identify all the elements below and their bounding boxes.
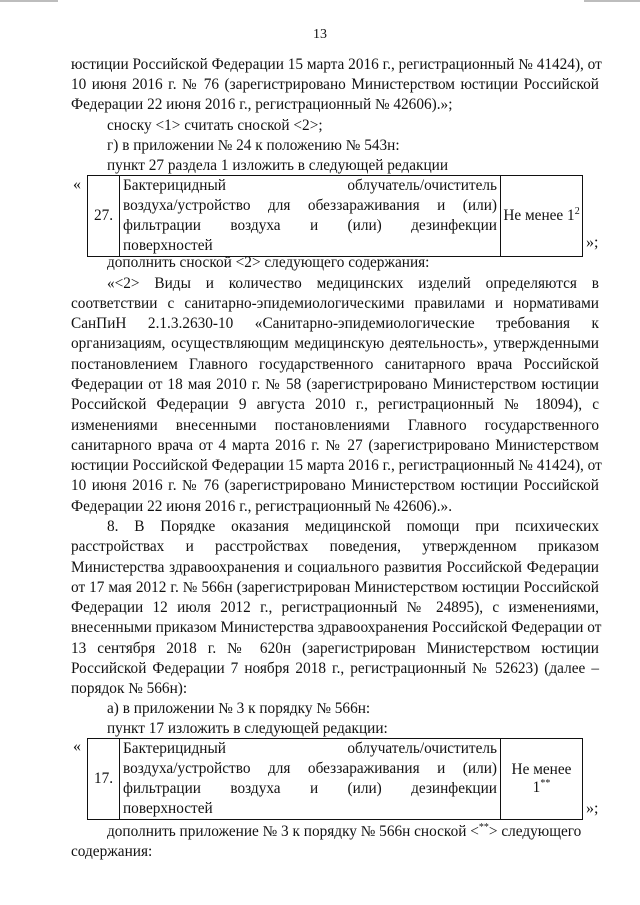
description-line: Бактерицидный облучатель/очиститель (123, 740, 497, 757)
amendment-table (87, 738, 583, 820)
description-line: фильтрации воздуха и (или) дезинфекции (123, 780, 497, 797)
text-line: 10 июня 2016 г. № 76 (зарегистрировано Министерством юстиции Российской (71, 76, 599, 93)
text-line: пункт 17 изложить в следующей редакции: (107, 720, 388, 737)
description-line: фильтрации воздуха и (или) дезинфекции (123, 217, 497, 234)
description-line: воздуха/устройство для обеззараживания и (или) (123, 760, 497, 777)
item-amount (501, 176, 583, 257)
footnote-marker: ** (540, 777, 551, 789)
text-line: 8. В Порядке оказания медицинской помощи при психических (107, 518, 599, 535)
description-line: поверхностей (123, 237, 213, 254)
text-line: порядок № 566н): (71, 680, 188, 697)
text-line: внесенными приказом Министерства здравоохранения Российской Федерации от (71, 619, 602, 636)
scan-edge-mark (0, 0, 58, 2)
text-line: 10 июня 2016 г. № 76 (зарегистрировано Министерством юстиции Российской (71, 477, 599, 494)
text-line: соответствии с санитарно-эпидемиологическими правилами и нормативами (71, 295, 599, 312)
text-line: организациям, осуществляющим медицинскую деятельность», утвержденными (71, 335, 599, 352)
footnote-marker: 2 (574, 205, 580, 217)
footnote-marker: ** (478, 821, 489, 833)
text-line: Федерации от 18 мая 2010 г. № 58 (зарегистрировано Министерством юстиции (71, 376, 599, 393)
item-description (120, 176, 501, 257)
text-segment: > следующего (488, 823, 582, 840)
description-line: Бактерицидный облучатель/очиститель (123, 177, 497, 194)
amount-value: 1 (532, 779, 541, 796)
amount-text: Не менее 1 (503, 207, 575, 224)
amount-text: Не менее (511, 761, 572, 778)
text-line: Российской Федерации 9 августа 2010 г., регистрационный № 18094), с (71, 396, 599, 413)
text-line: 13 сентября 2018 г. № 620н (зарегистрирован Министерством юстиции (71, 640, 599, 657)
opening-quote: « (73, 176, 81, 193)
text-line: Федерации 12 июля 2012 г., регистрационный № 24895), с изменениями, (71, 599, 599, 616)
page-number: 13 (313, 27, 327, 42)
scan-edge-mark (584, 0, 640, 2)
text-line: юстиции Российской Федерации 15 марта 2016 г., регистрационный № 41424), от (71, 56, 602, 73)
amendment-table (87, 175, 583, 257)
text-line: г) в приложении № 24 к положению № 543н: (107, 137, 400, 154)
text-line: изменениями внесенными постановлениями Главного государственного (71, 417, 599, 434)
text-line: а) в приложении № 3 к порядку № 566н: (107, 700, 371, 717)
text-line: сноску <1> считать сноской <2>; (107, 117, 323, 134)
text-line (107, 822, 599, 842)
text-line: пункт 27 раздела 1 изложить в следующей редакции (107, 157, 449, 174)
text-line: Федерации 22 июня 2016 г., регистрационный № 42606).». (71, 498, 453, 515)
text-line: Федерации 22 июня 2016 г., регистрационный № 42606).»; (71, 96, 453, 113)
text-line: содержания: (71, 843, 153, 860)
item-amount (501, 739, 583, 820)
text-line: «<2> Виды и количество медицинских изделий определяются в (107, 275, 599, 292)
opening-quote: « (73, 738, 81, 755)
text-line: дополнить сноской <2> следующего содержания: (107, 254, 430, 271)
text-line: Министерства здравоохранения и социального развития Российской Федерации (71, 559, 599, 576)
item-number: 17. (88, 739, 120, 820)
text-line: юстиции Российской Федерации 15 марта 2016 г., регистрационный № 41424), от (71, 457, 602, 474)
text-line: постановлением Главного государственного санитарного врача Российской (71, 356, 599, 373)
text-line: расстройствах и расстройствах поведения, утвержденном приказом (71, 538, 599, 555)
description-line: поверхностей (123, 800, 213, 817)
text-line: санитарного врача от 4 марта 2016 г. № 27 (зарегистрировано Министерством (71, 437, 599, 454)
description-line: воздуха/устройство для обеззараживания и (или) (123, 197, 497, 214)
item-description (120, 739, 501, 820)
text-segment: дополнить приложение № 3 к порядку № 566н сноской < (107, 823, 479, 840)
text-line: от 17 мая 2012 г. № 566н (зарегистрирован Министерством юстиции Российской (71, 579, 599, 596)
closing-quote: »; (586, 800, 599, 817)
closing-quote: »; (586, 234, 599, 251)
text-line: Российской Федерации 7 ноября 2018 г., регистрационный № 52623) (далее – (71, 660, 599, 677)
item-number: 27. (88, 176, 120, 257)
text-line: СанПиН 2.1.3.2630-10 «Санитарно-эпидемиологические требования к (71, 315, 599, 332)
